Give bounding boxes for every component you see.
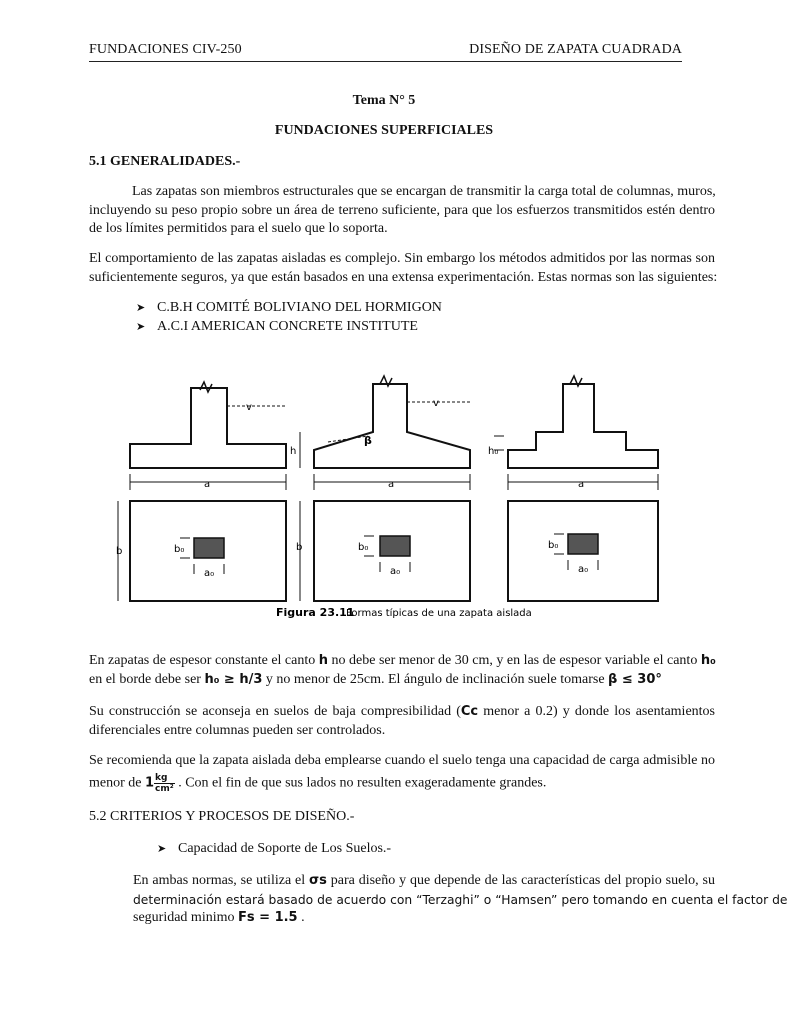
- label-b0: b₀: [548, 540, 559, 551]
- label-beta: β: [364, 434, 372, 447]
- arrow-bullet-icon: ➤: [136, 321, 146, 333]
- text-line: [89, 773, 715, 794]
- paragraph-generalidades: [89, 183, 715, 239]
- text-run: . Con el fin de que sus lados no resulten exageradamente grandes.: [174, 775, 547, 791]
- label-v: v: [246, 402, 252, 413]
- footing-figure: [118, 366, 678, 626]
- subtopic-label: Capacidad de Soporte de Los Suelos.-: [178, 841, 392, 856]
- text-run: En zapatas de espesor constante el canto: [89, 653, 319, 668]
- section-heading-5-1: 5.1 GENERALIDADES.-: [89, 154, 241, 169]
- paragraph-recomendacion: [89, 752, 715, 794]
- symbol-sigma-s: σs: [309, 873, 327, 888]
- norm-label: C.B.H COMITÉ BOLIVIANO DEL HORMIGON: [157, 300, 442, 315]
- label-a0: a₀: [390, 566, 401, 577]
- label-a: a: [388, 479, 395, 490]
- unit-fraction: [154, 773, 175, 794]
- header-topic: DISEÑO DE ZAPATA CUADRADA: [469, 42, 682, 57]
- text-line: Se recomienda que la zapata aislada deba emplearse cuando el suelo tenga una capacidad de carga admisible no: [89, 753, 715, 768]
- break-mark: [200, 382, 212, 392]
- text-line: [89, 703, 715, 722]
- text-line: incluyendo su peso propio sobre un área de terreno suficiente, para que los esfuerzos transmitidos estén dentro: [89, 202, 715, 218]
- caption-number: Figura 23.11: [276, 606, 355, 619]
- symbol-cc: Cc: [460, 704, 479, 719]
- fraction-denominator: cm²: [155, 783, 174, 794]
- label-b0: b₀: [358, 542, 369, 553]
- formula-safety-factor: Fs = 1.5: [238, 910, 298, 925]
- paragraph-capacidad: [133, 872, 787, 928]
- norm-item: [136, 299, 442, 317]
- tema-heading: Tema N° 5: [352, 93, 416, 108]
- footing-a-elevation: [130, 382, 286, 468]
- footing-c-plan: [508, 501, 658, 601]
- text-line: [133, 909, 715, 928]
- text-run: y no menor de 25cm. El ángulo de inclinación suele tomarse: [262, 671, 609, 687]
- label-a0: a₀: [204, 568, 215, 579]
- column-section: [380, 536, 410, 556]
- footing-a-dims: [130, 406, 286, 490]
- text-line: Las zapatas son miembros estructurales que se encargan de transmitir la carga total de columnas, muros,: [132, 184, 716, 199]
- formula-beta-limit: β ≤ 30°: [608, 671, 662, 687]
- paragraph-comportamiento: [89, 250, 718, 287]
- caption-text: Formas típicas de una zapata aislada: [346, 608, 532, 619]
- figure-caption: [276, 606, 532, 619]
- footing-b-elevation: [314, 376, 470, 468]
- label-a: a: [204, 479, 211, 490]
- arrow-bullet-icon: ➤: [157, 843, 167, 855]
- text-run: Su construcción se aconseja en suelos de baja compresibilidad (: [89, 704, 461, 719]
- text-run: en el borde debe ser: [89, 671, 205, 687]
- column-section: [194, 538, 224, 558]
- column-section: [568, 534, 598, 554]
- text-run: no debe ser menor de 30 cm, y en las de espesor variable el canto: [328, 653, 701, 668]
- footing-outline: [508, 384, 658, 468]
- text-run: En ambas normas, se utiliza el: [133, 873, 309, 888]
- text-line: [89, 652, 715, 671]
- label-b: b: [296, 542, 303, 553]
- arrow-bullet-icon: ➤: [136, 302, 146, 314]
- text-run: menor de: [89, 775, 145, 791]
- header-rule: [89, 61, 682, 62]
- value-one: 1: [144, 775, 155, 791]
- paragraph-canto: [89, 652, 715, 689]
- section-heading-5-2: 5.2 CRITERIOS Y PROCESOS DE DISEÑO.-: [89, 809, 355, 824]
- symbol-h: h: [318, 653, 329, 668]
- text-run: .: [297, 910, 305, 925]
- subtopic-item: [157, 840, 391, 858]
- text-line: [89, 671, 715, 690]
- norm-label: A.C.I AMERICAN CONCRETE INSTITUTE: [157, 319, 418, 334]
- footing-outline: [130, 388, 286, 468]
- formula-h0-condition: h₀ ≥ h/3: [204, 671, 263, 687]
- label-h0: h₀: [488, 446, 499, 457]
- header-course: FUNDACIONES CIV-250: [89, 42, 242, 57]
- text-run: menor a 0.2) y donde los asentamientos: [478, 704, 715, 719]
- text-line: determinación estará basado de acuerdo con “Terzaghi” o “Hamsen” pero tomando en cuenta el factor de: [133, 892, 787, 907]
- label-b0: b₀: [174, 544, 185, 555]
- label-v: v: [433, 398, 439, 409]
- footing-c-elevation: [508, 376, 658, 468]
- text-line: El comportamiento de las zapatas aisladas es complejo. Sin embargo los métodos admitidos por las normas son: [89, 251, 715, 266]
- norm-item: [136, 318, 418, 336]
- text-line: [133, 872, 715, 891]
- footing-outline: [314, 384, 470, 468]
- label-a0: a₀: [578, 564, 589, 575]
- label-h: h: [290, 446, 297, 457]
- text-line: de los límites permitidos para el suelo que lo soporta.: [89, 221, 388, 236]
- footing-c-dims: [494, 436, 658, 490]
- document-title: FUNDACIONES SUPERFICIALES: [274, 123, 494, 138]
- label-b: b: [116, 546, 123, 557]
- footing-a-plan: [116, 501, 286, 601]
- paragraph-construccion: [89, 703, 715, 740]
- text-run: seguridad minimo: [133, 910, 238, 925]
- fraction-numerator: kg: [154, 773, 175, 784]
- text-run: para diseño y que depende de las características del propio suelo, su: [326, 873, 715, 888]
- symbol-h0: h₀: [700, 653, 716, 668]
- text-line: diferenciales entre columnas pueden ser controlados.: [89, 722, 386, 738]
- label-a: a: [578, 479, 585, 490]
- footing-b-plan: [296, 501, 470, 601]
- text-line: suficientemente seguros, ya que están basados en una extensa experimentación. Estas normas son las siguientes:: [89, 269, 718, 285]
